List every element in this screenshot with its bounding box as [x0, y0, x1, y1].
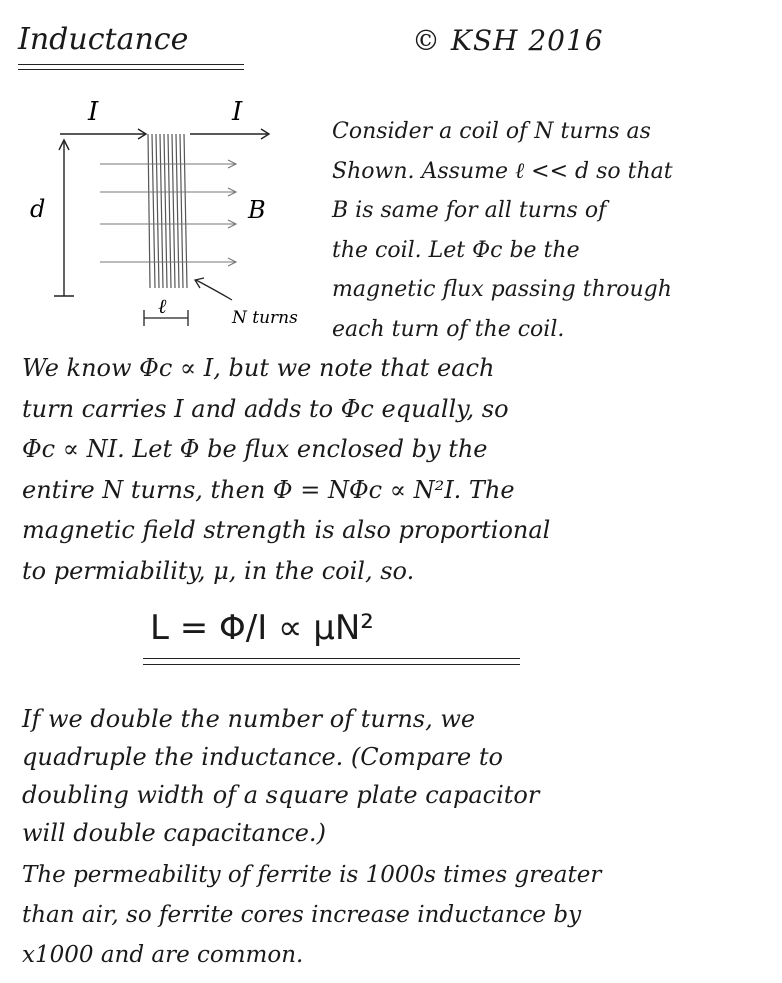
coil-diagram: [20, 90, 320, 340]
text-line: magnetic field strength is also proportional: [22, 516, 551, 544]
title-underline: [18, 64, 244, 65]
text-line: x1000 and are common.: [22, 942, 304, 968]
text-line: doubling width of a square plate capacitor: [22, 781, 540, 809]
formula-underline-second: [143, 664, 520, 665]
turns-pointer-arrow: [196, 280, 232, 300]
text-line: The permeability of ferrite is 1000s times greater: [22, 862, 602, 888]
text-line: to permiability, μ, in the coil, so.: [22, 556, 415, 585]
coil-windings: [148, 134, 187, 288]
height-label: d: [30, 195, 46, 223]
turns-label: N turns: [232, 308, 298, 328]
title-underline-second: [18, 69, 244, 70]
current-out-label: I: [232, 97, 243, 127]
text-line: turn carries I and adds to Φc equally, so: [22, 394, 509, 423]
text-line: Shown. Assume ℓ << d so that: [332, 158, 673, 184]
field-label: B: [248, 196, 266, 224]
current-in-label: I: [88, 97, 99, 127]
text-line: will double capacitance.): [22, 819, 326, 847]
page-title: Inductance: [18, 22, 189, 57]
copyright-notice: © KSH 2016: [412, 24, 604, 57]
text-line: quadruple the inductance. (Compare to: [22, 743, 503, 771]
text-line: B is same for all turns of: [332, 198, 607, 223]
text-line: than air, so ferrite cores increase inductance by: [22, 902, 582, 928]
formula-underline: [143, 658, 520, 659]
field-arrows: [100, 160, 236, 266]
inductance-formula: L = Φ/I ∝ μN²: [150, 608, 374, 648]
ferrite-note: [22, 855, 601, 975]
text-line: entire N turns, then Φ = NΦc ∝ N²I. The: [22, 475, 515, 504]
text-line: each turn of the coil.: [332, 316, 565, 342]
coil-description: [332, 112, 673, 349]
text-line: We know Φc ∝ I, but we note that each: [22, 354, 495, 382]
text-line: If we double the number of turns, we: [22, 705, 476, 733]
length-label: ℓ: [158, 294, 167, 318]
text-line: magnetic flux passing through: [332, 277, 672, 302]
text-line: Φc ∝ NI. Let Φ be flux enclosed by the: [22, 435, 488, 463]
turns-comparison: [22, 700, 539, 852]
text-line: the coil. Let Φc be the: [332, 237, 580, 263]
text-line: Consider a coil of N turns as: [332, 119, 651, 144]
flux-derivation: [22, 348, 550, 591]
